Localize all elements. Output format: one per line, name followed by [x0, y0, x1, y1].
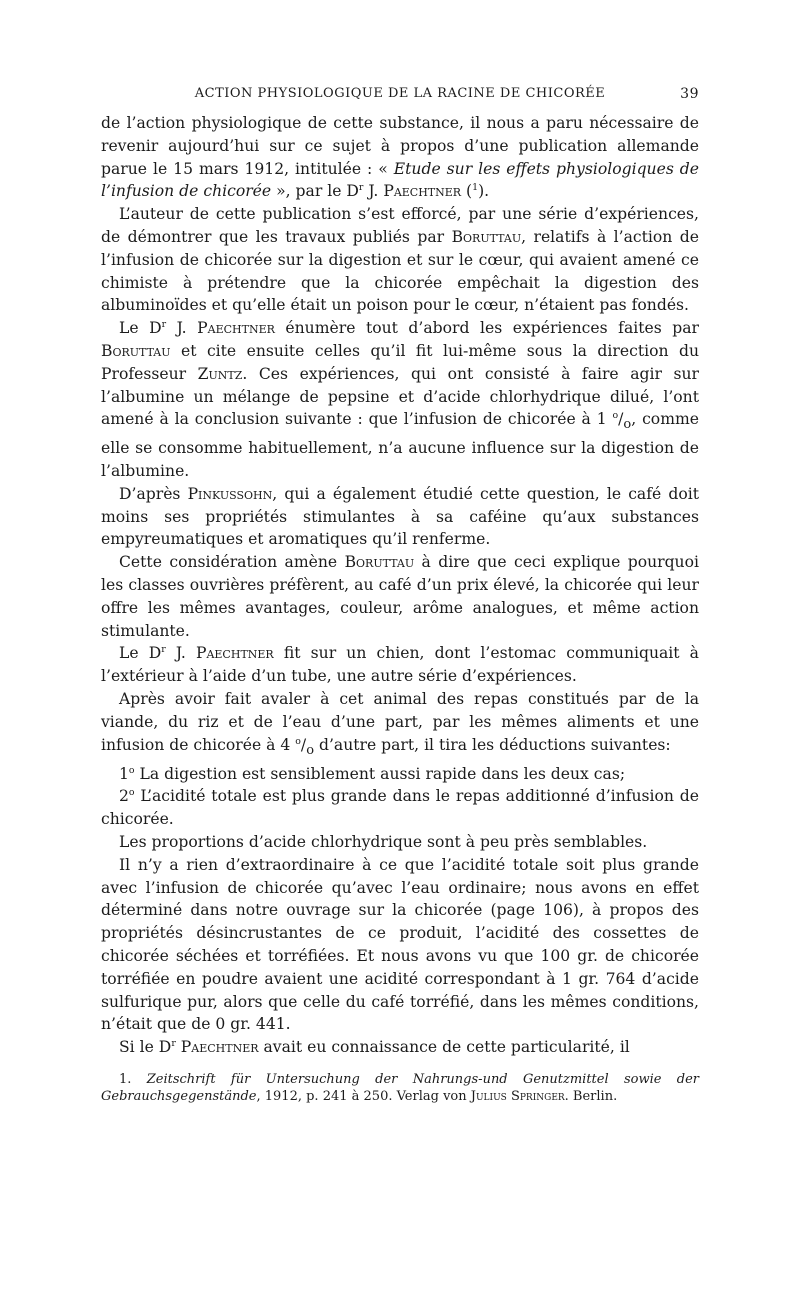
text-run: énumère tout d’abord les expériences faites par [274, 319, 699, 338]
text-run: », par le D [271, 182, 359, 201]
list-number: 2 [119, 787, 129, 806]
text-run: . Ces expériences, qui ont consisté à faire agir sur l’albumine un mélange de pepsine et d’acide chlorhydrique dilué, l’ont amené à la conclusion suivante : que l’infusion de chicorée à 1 [101, 364, 700, 429]
text-run: d’autre part, il tira les déductions suivantes: [314, 735, 671, 754]
text-run: . Berlin. [564, 1088, 618, 1104]
paragraph: Les proportions d’acide chlorhydrique sont à peu près semblables. [119, 832, 648, 851]
text-run: L’acidité totale est plus grande dans le repas additionné d’infusion de chicorée. [101, 787, 699, 829]
paragraph [101, 642, 699, 688]
text-run: à dire que ceci explique pourquoi les classes ouvrières préfèrent, au café d’un prix élevé, la chicorée qui leur offre les mêmes avantages, couleur, arôme analogues, et même action stimulante. [101, 553, 699, 640]
list-item [101, 785, 699, 831]
author-name: Paechtner [383, 182, 462, 201]
footnote-number: 1. [119, 1071, 147, 1087]
text-run: Après avoir fait avaler à cet animal des repas constitués par de la viande, du riz et de l’eau d’une part, par les mêmes aliments et une infusion de chicorée à 4 [101, 690, 699, 754]
paragraph [101, 551, 699, 642]
text-run: / [618, 410, 624, 429]
superscript: r [161, 318, 167, 330]
superscript: o [128, 764, 135, 776]
text-run: avait eu connaissance de cette particularité, il [258, 1038, 630, 1057]
publisher-name: Julius Springer [470, 1088, 565, 1104]
book-page [101, 86, 699, 1105]
author-name: Boruttau [451, 227, 522, 246]
paragraph [101, 483, 699, 551]
text-run: et cite ensuite celles qu’il fit lui-même sous la direction du Professeur [101, 341, 699, 383]
author-name: Pinkussohn [187, 484, 273, 503]
text-run: D’après [119, 484, 188, 503]
text-run: , relatifs à l’action de l’infusion de chicorée sur la digestion et sur le cœur, qui avaient amené ce chimiste à prétendre que la chicorée empêchait la digestion des albuminoïdes et qu’elle était un poison pour le cœur, n’étaient pas fondés. [101, 227, 699, 315]
author-name: Paechtner [197, 319, 275, 338]
superscript: r [358, 182, 364, 194]
footnotes [101, 1071, 699, 1105]
footnote-title: Zeitschrift für Untersuchung der Nahrungs-und Genutzmittel sowie der Gebrauchsgegenstände [101, 1071, 699, 1104]
text-run: J. [165, 644, 196, 663]
cited-title: Etude sur les effets physiologiques de l’infusion de chicorée [101, 159, 700, 201]
text-run: ). [478, 182, 490, 201]
author-name: Boruttau [344, 553, 415, 572]
text-run: Le D [119, 319, 162, 338]
text-run: L’auteur de cette publication s’est efforcé, par une série d’expériences, de démontrer que les travaux publiés par [101, 205, 699, 246]
text-run: Si le D [119, 1038, 172, 1057]
author-name: Zuntz [197, 364, 243, 383]
footnote-ref: 1 [472, 182, 479, 194]
text-run: , 1912, p. 241 à 250. Verlag von [256, 1088, 471, 1104]
subscript: o [306, 742, 315, 758]
text-run: J. [166, 319, 198, 338]
author-name: Paechtner [180, 1038, 259, 1057]
superscript: r [171, 1037, 176, 1049]
page-number: 39 [680, 86, 699, 102]
paragraph [101, 688, 699, 763]
text-run: / [300, 735, 307, 754]
text-run: , comme elle se consomme habituellement, n’a aucune influence sur la digestion de l’albumine. [101, 410, 699, 481]
paragraph: Il n’y a rien d’extraordinaire à ce que l’acidité totale soit plus grande avec l’infusion de chicorée qu’avec l’eau ordinaire; nous avons en effet déterminé dans notre ouvrage sur la chicorée (page 106), à propos des propriétés désincrustantes de ce produit, l’acidité des cossettes de chicorée séchées et torréfiées. Et nous avons vu que 100 gr. de chicorée torréfiée en poudre avaient une acidité correspondant à 1 gr. 764 d’acide sulfurique pur, alors que celle du café torréfié, dans les mêmes conditions, n’était que de 0 gr. 441. [101, 855, 699, 1034]
paragraph [101, 317, 699, 483]
list-number: 1 [119, 764, 129, 783]
body-text [101, 112, 699, 1059]
superscript: o [295, 735, 301, 747]
paragraph [101, 112, 699, 203]
paragraph [101, 1036, 699, 1059]
text-run: Le D [119, 644, 162, 663]
text-run: La digestion est sensiblement aussi rapide dans les deux cas; [134, 764, 626, 783]
subscript: o [623, 417, 632, 433]
author-name: Paechtner [195, 644, 274, 663]
superscript: o [128, 787, 135, 799]
text-run: Cette considération amène [119, 553, 345, 572]
superscript: o [612, 410, 619, 422]
page-header [101, 86, 699, 108]
text-run: fit sur un chien, dont l’estomac communiquait à l’extérieur à l’aide d’un tube, une autre série d’expériences. [101, 644, 699, 686]
text-run: J. [363, 182, 384, 201]
paragraph [101, 203, 699, 317]
author-name: Boruttau [101, 341, 171, 360]
list-item [101, 763, 699, 786]
text-run: , qui a également étudié cette question, le café doit moins ses propriétés stimulantes à sa caféine qu’aux substances empyreumatiques et aromatiques qu’il renferme. [101, 484, 699, 549]
text-run: ( [461, 182, 473, 201]
superscript: r [161, 644, 166, 656]
running-title: ACTION PHYSIOLOGIQUE DE LA RACINE DE CHICORÉE [194, 86, 606, 101]
footnote [101, 1071, 699, 1105]
text-run: de l’action physiologique de cette substance, il nous a paru nécessaire de revenir aujourd’hui sur ce sujet à propos d’une publication allemande parue le 15 mars 1912, intitulée : « [101, 114, 699, 178]
